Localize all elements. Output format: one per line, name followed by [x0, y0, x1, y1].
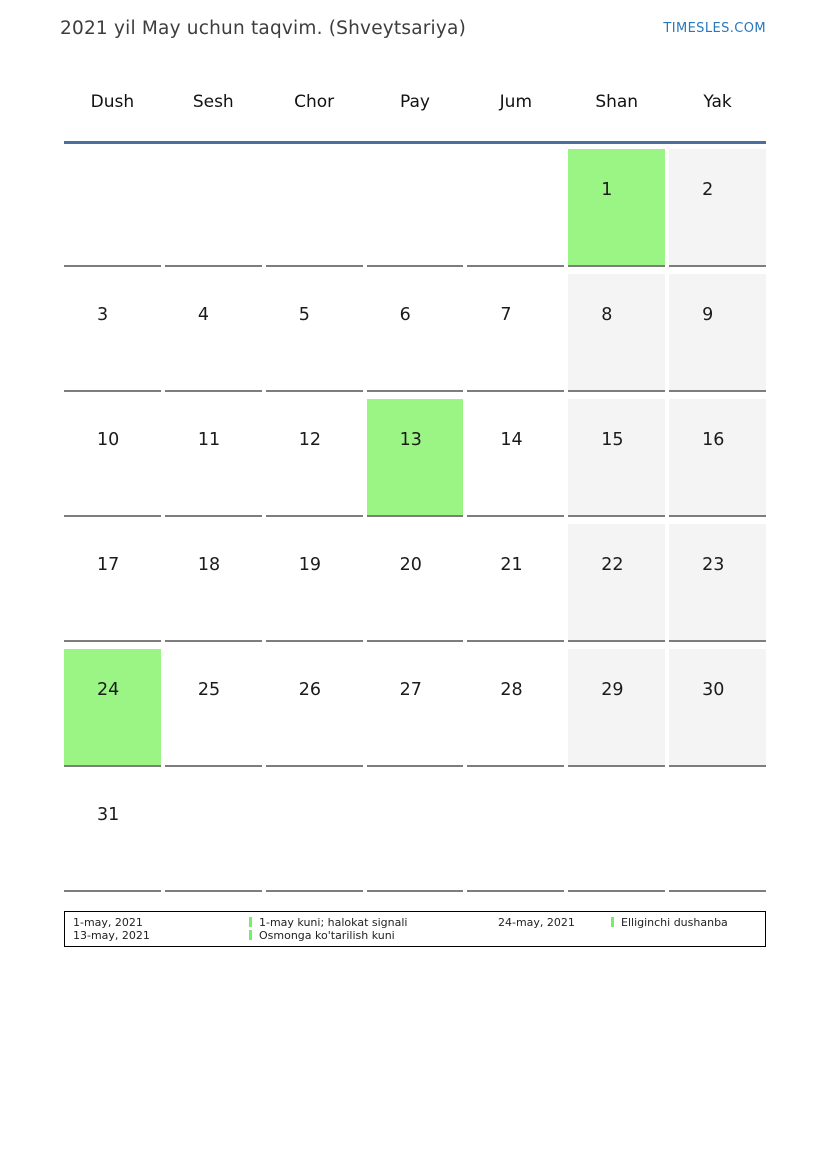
- day-number: 14: [500, 430, 523, 450]
- day-cell-20: [367, 524, 464, 642]
- day-number: 2: [702, 180, 714, 200]
- day-cell-9: [669, 274, 766, 392]
- legend-event-right: [611, 916, 728, 929]
- weekday-header-row: [64, 92, 766, 112]
- day-cell-28: [467, 649, 564, 767]
- weekday-yak: Yak: [703, 92, 732, 112]
- day-number: 13: [399, 430, 422, 450]
- weekday-jum: Jum: [499, 92, 533, 112]
- day-cell-4: [165, 274, 262, 392]
- day-number: 31: [97, 805, 120, 825]
- day-cell-2: [669, 149, 766, 267]
- day-cell-19: [266, 524, 363, 642]
- day-cell-18: [165, 524, 262, 642]
- day-cell-25: [165, 649, 262, 767]
- day-cell-empty: [367, 774, 464, 892]
- day-cell-22: [568, 524, 665, 642]
- day-cell-empty: [64, 149, 161, 267]
- day-number: 29: [601, 680, 624, 700]
- legend-event: [611, 916, 728, 929]
- site-link[interactable]: TIMESLES.COM: [663, 21, 766, 36]
- day-number: 5: [298, 305, 310, 325]
- legend-marker-icon: [249, 917, 252, 927]
- legend-event-label: Osmonga ko'tarilish kuni: [259, 929, 395, 942]
- day-number: 17: [97, 555, 120, 575]
- legend-events-left: [249, 916, 407, 942]
- day-cell-31: [64, 774, 161, 892]
- day-cell-27: [367, 649, 464, 767]
- day-number: 24: [97, 680, 120, 700]
- day-number: 9: [702, 305, 714, 325]
- day-cell-11: [165, 399, 262, 517]
- day-cell-empty: [266, 774, 363, 892]
- day-number: 19: [298, 555, 321, 575]
- day-cell-5: [266, 274, 363, 392]
- weekday-dush: Dush: [90, 92, 135, 112]
- day-cell-empty: [367, 149, 464, 267]
- legend-date: 13-may, 2021: [73, 929, 150, 942]
- day-cell-29: [568, 649, 665, 767]
- day-number: 22: [601, 555, 624, 575]
- weekday-shan: Shan: [595, 92, 639, 112]
- day-number: 30: [702, 680, 725, 700]
- day-number: 18: [197, 555, 221, 575]
- day-cell-8: [568, 274, 665, 392]
- day-cell-6: [367, 274, 464, 392]
- day-cell-16: [669, 399, 766, 517]
- day-number: 27: [399, 680, 422, 700]
- day-cell-empty: [467, 149, 564, 267]
- day-cell-23: [669, 524, 766, 642]
- day-cell-empty: [568, 774, 665, 892]
- day-cell-empty: [467, 774, 564, 892]
- day-cell-7: [467, 274, 564, 392]
- page-header: [60, 18, 766, 39]
- day-number: 3: [97, 305, 109, 325]
- day-cell-13: [367, 399, 464, 517]
- day-cell-empty: [266, 149, 363, 267]
- legend-event-label: Elliginchi dushanba: [621, 916, 728, 929]
- day-number: 4: [197, 305, 209, 325]
- day-cell-12: [266, 399, 363, 517]
- legend-event-label: 1-may kuni; halokat signali: [259, 916, 408, 929]
- legend-date: 24-may, 2021: [498, 916, 575, 929]
- day-number: 26: [298, 680, 321, 700]
- day-number: 7: [500, 305, 512, 325]
- day-cell-1: [568, 149, 665, 267]
- day-cell-empty: [165, 774, 262, 892]
- header-rule: [64, 141, 766, 144]
- day-number: 25: [197, 680, 221, 700]
- day-number: 11: [197, 430, 221, 450]
- day-number: 10: [97, 430, 120, 450]
- day-cell-17: [64, 524, 161, 642]
- day-number: 23: [702, 555, 725, 575]
- day-number: 8: [601, 305, 613, 325]
- calendar-grid: [64, 149, 766, 892]
- legend-dates-left: [73, 916, 150, 942]
- day-number: 15: [601, 430, 624, 450]
- day-number: 12: [298, 430, 321, 450]
- legend-date-right: [498, 916, 575, 929]
- day-cell-26: [266, 649, 363, 767]
- legend-date: 1-may, 2021: [73, 916, 143, 929]
- day-number: 21: [500, 555, 523, 575]
- day-number: 6: [399, 305, 411, 325]
- day-number: 28: [500, 680, 523, 700]
- day-cell-21: [467, 524, 564, 642]
- day-number: 16: [702, 430, 725, 450]
- legend-marker-icon: [249, 930, 252, 940]
- legend-event: [249, 916, 407, 929]
- day-cell-empty: [669, 774, 766, 892]
- day-cell-15: [568, 399, 665, 517]
- day-number: 20: [399, 555, 422, 575]
- weekday-sesh: Sesh: [192, 92, 234, 112]
- legend-event: [249, 929, 407, 942]
- legend-marker-icon: [611, 917, 614, 927]
- page-title: 2021 yil May uchun taqvim. (Shveytsariya): [60, 18, 466, 39]
- legend-box: [64, 911, 766, 947]
- day-cell-empty: [165, 149, 262, 267]
- day-cell-30: [669, 649, 766, 767]
- weekday-pay: Pay: [400, 92, 430, 112]
- day-cell-3: [64, 274, 161, 392]
- day-cell-24: [64, 649, 161, 767]
- day-cell-10: [64, 399, 161, 517]
- day-cell-14: [467, 399, 564, 517]
- day-number: 1: [601, 180, 613, 200]
- weekday-chor: Chor: [294, 92, 335, 112]
